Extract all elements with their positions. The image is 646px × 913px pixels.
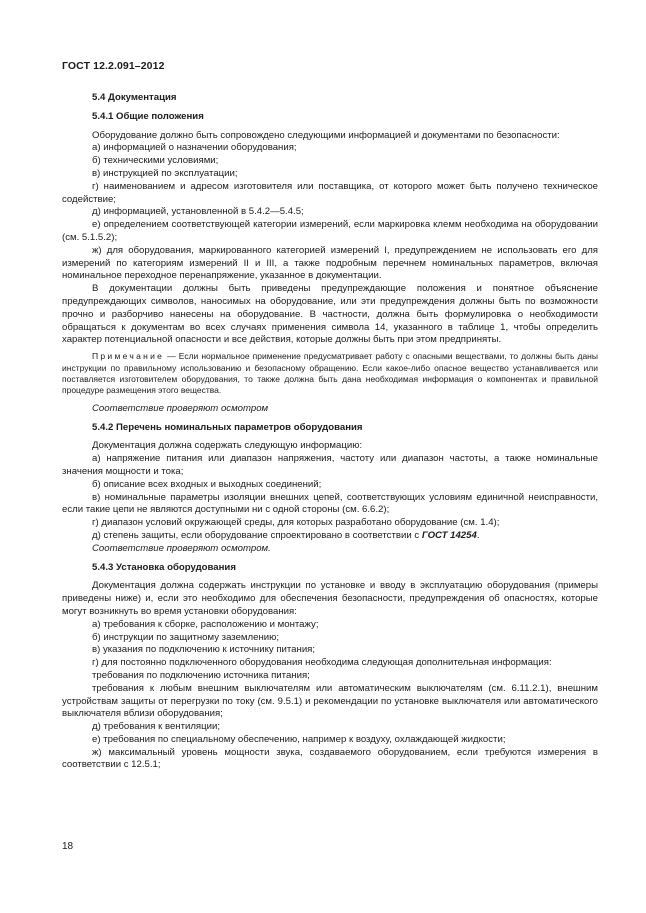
section-heading-5-4-3: 5.4.3 Установка оборудования bbox=[92, 561, 236, 573]
list-item bbox=[62, 530, 598, 543]
list-item: г) наименованием и адресом изготовителя или поставщика, от которого может быть получено техническое содействие; bbox=[62, 180, 598, 205]
list-item: г) диапазон условий окружающей среды, для которых разработано оборудование (см. 1.4); bbox=[92, 517, 500, 529]
paragraph: В документации должны быть приведены предупреждающие положения и понятное объяснение предупреждающих символов, наносимых на оборудование, или эти предупреждения должны быть по возможности прочно и разборчиво нанесены на оборудование. В частности, должна быть формулировка о необходимости обращаться к документам во всех случаях применения символа 14, указанного в таблице 1, чтобы определить характер потенциальной опасности и все действия, которые должны быть при этом предприняты. bbox=[62, 283, 598, 346]
page-number: 18 bbox=[62, 841, 74, 852]
list-item: д) требования к вентиляции; bbox=[92, 721, 220, 733]
list-item: а) требования к сборке, расположению и монтажу; bbox=[92, 618, 319, 630]
list-item: б) описание всех входных и выходных соединений; bbox=[92, 478, 322, 490]
note-label: Примечание bbox=[92, 351, 165, 362]
list-item: г) для постоянно подключенного оборудования необходима следующая дополнительная информация: bbox=[92, 657, 552, 669]
document-header: ГОСТ 12.2.091–2012 bbox=[62, 60, 165, 72]
list-item: в) номинальные параметры изоляции внешних цепей, соответствующих условиям единичной неисправности, если такие цепи не являются доступными ни с одной стороны (см. 6.6.2); bbox=[62, 491, 598, 516]
conformity-statement: Соответствие проверяют осмотром bbox=[92, 402, 269, 414]
paragraph: Оборудование должно быть сопровождено следующими информацией и документами по безопасности: bbox=[92, 129, 560, 141]
section-heading-5-4-1: 5.4.1 Общие положения bbox=[92, 110, 204, 122]
list-item-text: д) степень защиты, если оборудование спроектировано в соответствии с bbox=[92, 529, 422, 541]
list-item: требования по подключению источника питания; bbox=[92, 669, 310, 681]
list-item: д) информацией, установленной в 5.4.2—5.4.5; bbox=[92, 206, 304, 218]
list-item: е) требования по специальному обеспечению, например к воздуху, охлаждающей жидкости; bbox=[92, 733, 506, 745]
paragraph: Документация должна содержать следующую информацию: bbox=[92, 440, 363, 452]
page-body bbox=[62, 92, 598, 772]
list-item: требования к любым внешним выключателям или автоматическим выключателям (см. 6.11.2.1), внешним устройствам защиты от перегрузки по току (см. 9.5.1) и рекомендации по установке выключателя или автоматического выключателя вблизи оборудования; bbox=[62, 682, 598, 720]
note bbox=[62, 351, 598, 397]
standard-reference: ГОСТ 14254 bbox=[421, 529, 477, 541]
list-item: а) напряжение питания или диапазон напряжения, частоту или диапазон частоты, а также номинальные значения мощности и тока; bbox=[62, 453, 598, 477]
list-item-end: . bbox=[476, 529, 480, 541]
list-item: а) информацией о назначении оборудования; bbox=[92, 142, 297, 154]
list-item: в) инструкцией по эксплуатации; bbox=[92, 167, 238, 179]
list-item: б) инструкции по защитному заземлению; bbox=[92, 631, 279, 643]
list-item: б) техническими условиями; bbox=[92, 155, 219, 167]
paragraph: Документация должна содержать инструкции по установке и вводу в эксплуатацию оборудования (примеры приведены ниже) и, если это необходимо для обеспечения безопасности, предупреждения об опасностях, которые могут возникнуть во время установки оборудования: bbox=[62, 580, 598, 617]
list-item: в) указания по подключению к источнику питания; bbox=[92, 644, 316, 656]
section-heading-5-4: 5.4 Документация bbox=[92, 92, 177, 103]
list-item: ж) максимальный уровень мощности звука, создаваемого оборудованием, если требуются измерения в соответствии с 12.5.1; bbox=[62, 746, 598, 771]
section-heading-5-4-2: 5.4.2 Перечень номинальных параметров оборудования bbox=[92, 421, 363, 433]
list-item: ж) для оборудования, маркированного категорией измерений I, предупреждением не использовать его для измерений по категориям измерений II и III, а также подробным перечнем номинальных параметров, включая номинальное переходное перенапряжение, указанное в документации. bbox=[62, 244, 598, 282]
note-text: — Если нормальное применение предусматривает работу с опасными веществами, то должны быть даны инструкции по правильному использованию и безопасному обращению. Если какое-либо опасное вещество устанавливается или поставляется изготовителем оборудования, то также должна быть дана необходимая информация о компонентах и правильной процедуре размещения этого вещества. bbox=[62, 351, 598, 396]
list-item: е) определением соответствующей категории измерений, если маркировка клемм необходима на оборудовании (см. 5.1.5.2); bbox=[62, 219, 598, 243]
conformity-statement: Соответствие проверяют осмотром. bbox=[92, 542, 271, 554]
